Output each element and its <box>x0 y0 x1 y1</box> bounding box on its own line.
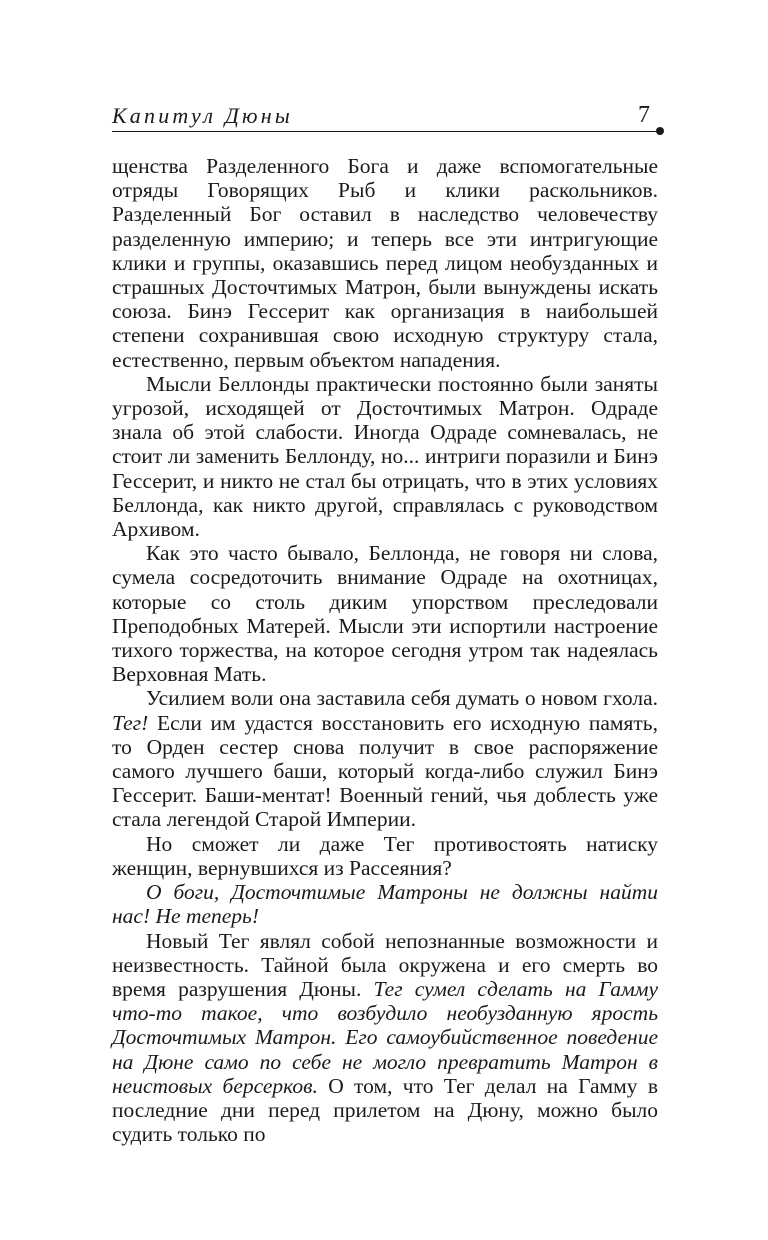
paragraph-2 <box>112 372 658 541</box>
text-segment: Если им удастся восстановить его исходную память, то Орден сестер снова получит в свое распоряжение самого лучшего баши, который когда-либо служил Бинэ Гессерит. Баши-ментат! Военный гений, чья доблесть уже стала легендой Старой Империи. <box>112 710 658 832</box>
page-number: 7 <box>638 102 650 128</box>
text-segment: Но сможет ли даже Тег противостоять натиску женщин, вернувшихся из Рассеяния? <box>112 831 658 880</box>
running-title: Капитул Дюны <box>112 103 293 128</box>
paragraph-1 <box>112 154 658 372</box>
paragraph-7 <box>112 929 658 1147</box>
paragraph-4 <box>112 686 658 831</box>
italic-segment: Тег! <box>112 710 149 735</box>
body-text <box>112 154 658 1146</box>
text-segment: Усилием воли она заставила себя думать о новом гхола. <box>146 686 658 711</box>
paragraph-6 <box>112 880 658 928</box>
text-segment: щенства Разделенного Бога и даже вспомогательные отряды Говорящих Рыб и клики раскольников. Разделенный Бог оставил в наследство человечеству разделенную империю; и теперь все эти интригующие клики и группы, оказавшись перед лицом необузданных и страшных Досточтимых Матрон, были вынуждены искать союза. Бинэ Гессерит как организация в наибольшей степени сохранившая свою исходную структуру стала, естественно, первым объектом нападения. <box>112 154 658 372</box>
text-segment: Как это часто бывало, Беллонда, не говоря ни слова, сумела сосредоточить внимание Одраде на охотницах, которые со столь диким упорством преследовали Преподобных Матерей. Мысли эти испортили настроение тихого торжества, на которое сегодня утром так надеялась Верховная Мать. <box>112 541 658 687</box>
italic-segment: Тег сумел сделать на Гамму что-то такое, что возбудило необузданную ярость Досточтимых Матрон. Его самоубийственное поведение на Дюне само по себе не могло превратить Матрон в неистовых берсерков. <box>112 976 658 1098</box>
running-head <box>112 103 668 135</box>
text-segment: Мысли Беллонды практически постоянно были заняты угрозой, исходящей от Досточтимых Матрон. Одраде знала об этой слабости. Иногда Одраде сомневалась, не стоит ли заменить Беллонду, но... интриги поразили и Бинэ Гессерит, и никто не стал бы отрицать, что в этих условиях Беллонда, как никто другой, справлялась с руководством Архивом. <box>112 371 658 542</box>
paragraph-3 <box>112 541 658 686</box>
text-segment: Новый Тег являл собой непознанные возможности и неизвестность. Тайной была окружена и его смерть во время разрушения Дюны. <box>112 928 658 1001</box>
text-segment: О том, что Тег делал на Гамму в последние дни перед прилетом на Дюну, можно было судить только по <box>112 1073 658 1147</box>
header-rule <box>112 131 660 132</box>
italic-segment: О боги, Досточтимые Матроны не должны найти нас! Не теперь! <box>112 880 658 929</box>
paragraph-5 <box>112 832 658 880</box>
header-rule-dot <box>656 127 664 135</box>
